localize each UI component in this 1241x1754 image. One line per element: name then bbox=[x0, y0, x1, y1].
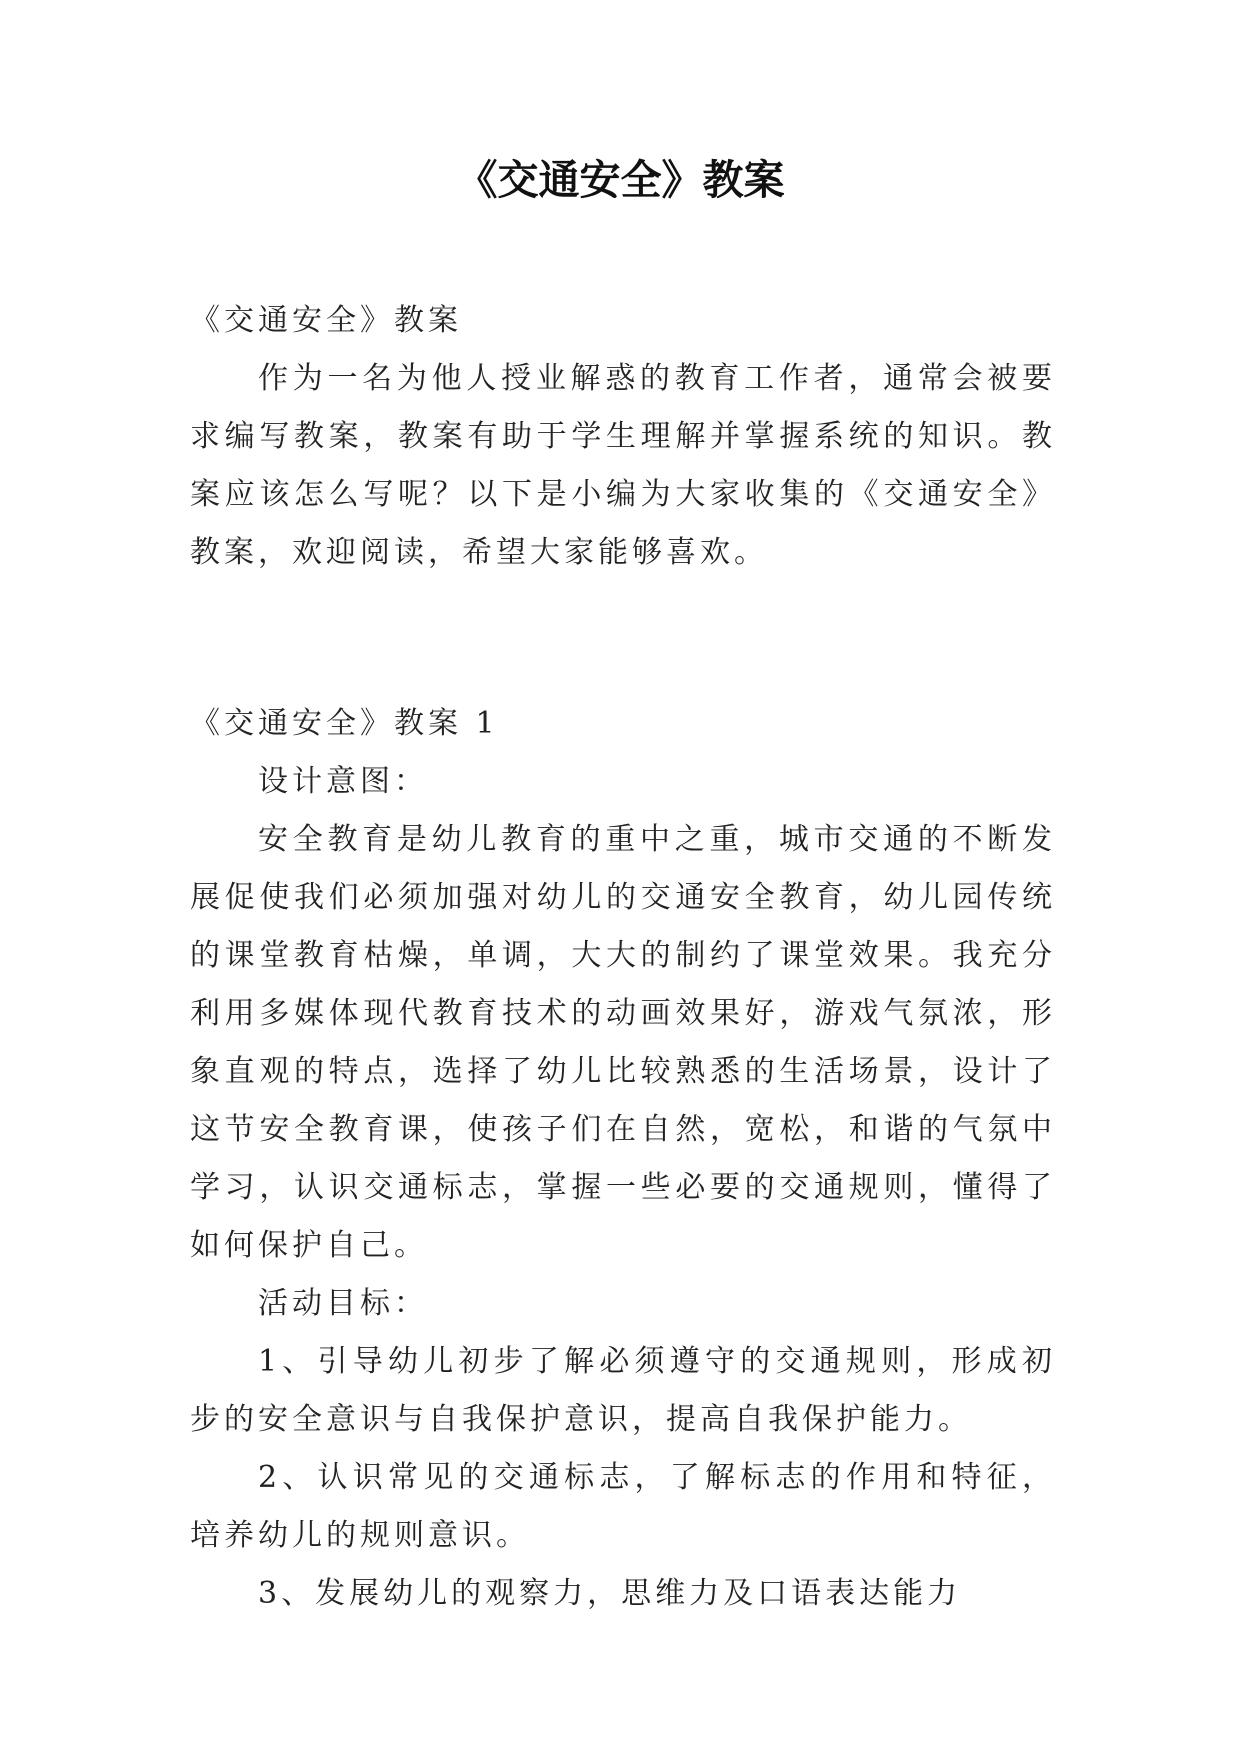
document-body bbox=[190, 292, 1056, 1623]
section-spacer bbox=[190, 582, 1056, 695]
design-intent-paragraph: 安全教育是幼儿教育的重中之重，城市交通的不断发展促使我们必须加强对幼儿的交通安全教育，幼儿园传统的课堂教育枯燥，单调，大大的制约了课堂效果。我充分利用多媒体现代教育技术的动画效果好，游戏气氛浓，形象直观的特点，选择了幼儿比较熟悉的生活场景，设计了这节安全教育课，使孩子们在自然，宽松，和谐的气氛中学习，认识交通标志，掌握一些必要的交通规则，懂得了如何保护自己。 bbox=[190, 822, 1056, 1263]
intro-paragraph: 作为一名为他人授业解惑的教育工作者，通常会被要求编写教案，教案有助于学生理解并掌握系统的知识。教案应该怎么写呢？以下是小编为大家收集的《交通安全》教案，欢迎阅读，希望大家能够喜欢。 bbox=[190, 361, 1056, 570]
activity-goal-item: 2、认识常见的交通标志，了解标志的作用和特征，培养幼儿的规则意识。 bbox=[190, 1460, 1056, 1553]
activity-goals-label: 活动目标： bbox=[258, 1286, 428, 1321]
document-title: 《交通安全》教案 bbox=[456, 156, 785, 204]
intro-heading: 《交通安全》教案 bbox=[190, 303, 462, 338]
design-intent-label: 设计意图： bbox=[258, 764, 428, 799]
section1-heading: 《交通安全》教案 1 bbox=[190, 706, 499, 741]
activity-goal-item: 3、发展幼儿的观察力，思维力及口语表达能力 bbox=[258, 1576, 962, 1611]
activity-goal-item: 1、引导幼儿初步了解必须遵守的交通规则，形成初步的安全意识与自我保护意识，提高自我保护能力。 bbox=[190, 1344, 1056, 1437]
